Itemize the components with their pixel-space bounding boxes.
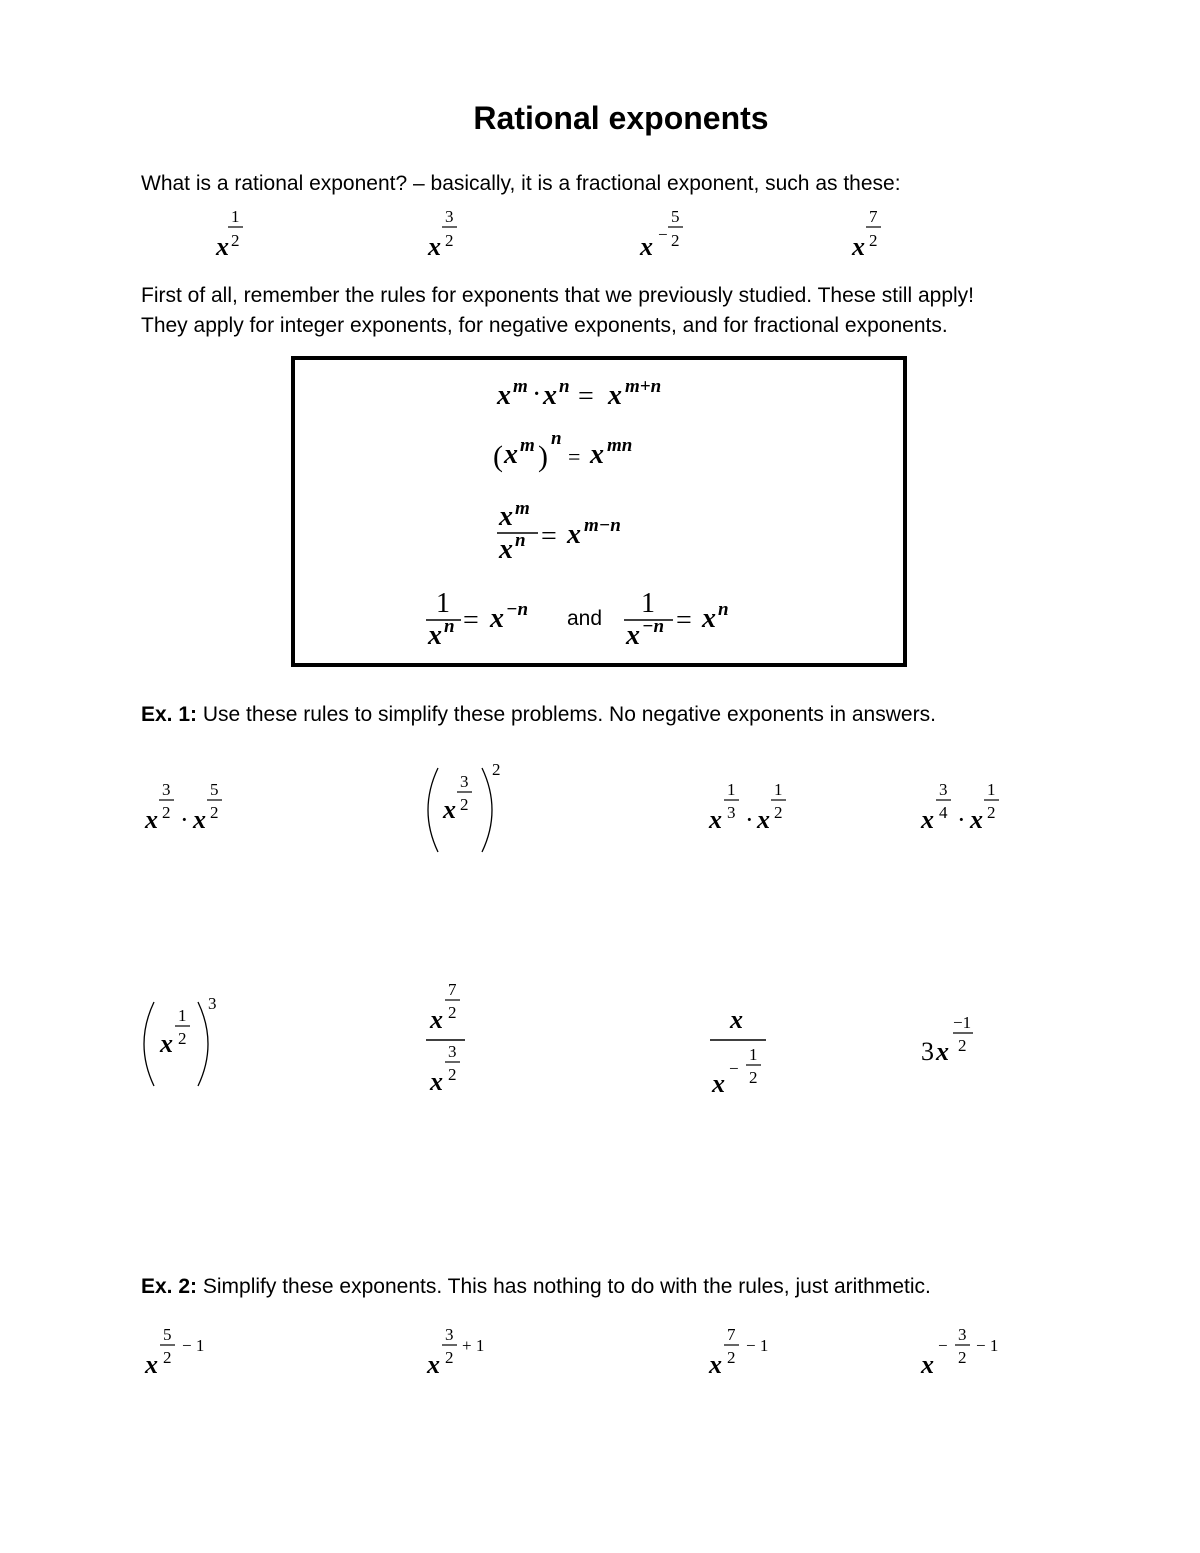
svg-text:): ) bbox=[538, 440, 548, 473]
svg-text:− 1: − 1 bbox=[746, 1336, 769, 1355]
svg-text:3: 3 bbox=[727, 803, 736, 822]
example-expression-1 bbox=[215, 207, 243, 261]
svg-text:x: x bbox=[428, 232, 441, 261]
svg-text:=: = bbox=[676, 605, 692, 636]
left-parenthesis bbox=[144, 1002, 154, 1086]
svg-text:(: ( bbox=[493, 440, 503, 473]
svg-text:=: = bbox=[568, 444, 581, 469]
svg-text:x: x bbox=[757, 805, 770, 834]
svg-text:1: 1 bbox=[727, 780, 736, 799]
ex1-problem-6 bbox=[426, 980, 465, 1096]
svg-text:7: 7 bbox=[448, 980, 457, 999]
svg-text:3: 3 bbox=[958, 1325, 967, 1344]
svg-text:3: 3 bbox=[208, 994, 217, 1013]
svg-text:=: = bbox=[463, 605, 479, 636]
left-parenthesis bbox=[428, 768, 438, 852]
ex2-label: Ex. 2: bbox=[141, 1275, 198, 1298]
svg-text:−n: −n bbox=[506, 599, 529, 620]
svg-text:x: x bbox=[921, 805, 934, 834]
svg-text:n: n bbox=[551, 428, 562, 449]
svg-text:5: 5 bbox=[671, 207, 680, 226]
svg-text:2: 2 bbox=[987, 803, 996, 822]
example-expression-4 bbox=[851, 207, 881, 261]
rules-intro-line-2: They apply for integer exponents, for negative exponents, and for fractional exponents. bbox=[141, 314, 948, 337]
svg-text:x: x bbox=[428, 620, 442, 651]
example-expression-3 bbox=[639, 207, 683, 261]
svg-text:x: x bbox=[497, 380, 511, 411]
ex1-problem-1 bbox=[144, 780, 222, 834]
svg-text:n: n bbox=[559, 376, 570, 397]
svg-text:7: 7 bbox=[727, 1325, 736, 1344]
svg-text:x: x bbox=[430, 1067, 443, 1096]
svg-text:3: 3 bbox=[921, 1037, 934, 1066]
svg-text:− 1: − 1 bbox=[976, 1336, 999, 1355]
svg-text:=: = bbox=[578, 381, 594, 412]
svg-text:2: 2 bbox=[671, 231, 680, 250]
example-expression-2 bbox=[427, 207, 457, 261]
svg-text:−: − bbox=[658, 225, 668, 244]
svg-text:2: 2 bbox=[869, 231, 878, 250]
rules-intro-line-1: First of all, remember the rules for exponents that we previously studied. These still apply! bbox=[141, 284, 974, 307]
svg-text:·: · bbox=[745, 805, 754, 834]
rule-and-text: and bbox=[567, 607, 603, 630]
svg-text:7: 7 bbox=[869, 207, 878, 226]
svg-text:1: 1 bbox=[749, 1045, 758, 1064]
svg-text:x: x bbox=[712, 1069, 725, 1098]
svg-text:x: x bbox=[145, 1350, 158, 1379]
svg-text:x: x bbox=[567, 519, 581, 550]
svg-text:2: 2 bbox=[445, 1348, 454, 1367]
ex2-problem-4 bbox=[920, 1325, 998, 1379]
ex1-problem-5 bbox=[144, 994, 217, 1086]
right-parenthesis bbox=[482, 768, 492, 852]
right-parenthesis bbox=[198, 1002, 208, 1086]
svg-text:5: 5 bbox=[210, 780, 219, 799]
svg-text:x: x bbox=[970, 805, 983, 834]
svg-text:−: − bbox=[729, 1059, 739, 1078]
svg-text:x: x bbox=[543, 380, 557, 411]
svg-text:x: x bbox=[430, 1005, 443, 1034]
svg-text:·: · bbox=[180, 805, 189, 834]
svg-text:·: · bbox=[532, 379, 542, 410]
svg-text:3: 3 bbox=[460, 772, 469, 791]
svg-text:x: x bbox=[709, 805, 722, 834]
svg-text:2: 2 bbox=[448, 1003, 457, 1022]
svg-text:x: x bbox=[852, 232, 865, 261]
svg-text:x: x bbox=[921, 1350, 934, 1379]
svg-text:1: 1 bbox=[178, 1006, 187, 1025]
svg-text:3: 3 bbox=[448, 1042, 457, 1061]
svg-text:− 1: − 1 bbox=[182, 1336, 205, 1355]
svg-text:x: x bbox=[590, 439, 604, 470]
svg-text:x: x bbox=[160, 1029, 173, 1058]
svg-text:m−n: m−n bbox=[584, 515, 621, 536]
svg-text:n: n bbox=[444, 616, 455, 637]
svg-text:x: x bbox=[504, 439, 518, 470]
svg-text:x: x bbox=[499, 534, 513, 565]
svg-text:2: 2 bbox=[162, 803, 171, 822]
svg-text:2: 2 bbox=[727, 1348, 736, 1367]
svg-text:x: x bbox=[730, 1005, 743, 1034]
ex2-instructions bbox=[141, 1275, 931, 1299]
svg-text:x: x bbox=[709, 1350, 722, 1379]
svg-text:x: x bbox=[193, 805, 206, 834]
svg-text:n: n bbox=[515, 530, 526, 551]
svg-text:2: 2 bbox=[958, 1036, 967, 1055]
svg-text:1: 1 bbox=[987, 780, 996, 799]
svg-text:m: m bbox=[515, 498, 530, 519]
svg-text:2: 2 bbox=[231, 231, 240, 250]
svg-text:−: − bbox=[938, 1336, 948, 1355]
svg-text:x: x bbox=[216, 232, 229, 261]
svg-text:−n: −n bbox=[642, 616, 665, 637]
ex1-label: Ex. 1: bbox=[141, 703, 198, 726]
page-title: Rational exponents bbox=[473, 100, 769, 136]
ex1-problem-7 bbox=[710, 1005, 766, 1098]
svg-text:2: 2 bbox=[492, 760, 501, 779]
intro-text: What is a rational exponent? – basically, it is a fractional exponent, such as these: bbox=[141, 172, 901, 195]
svg-text:m: m bbox=[520, 435, 535, 456]
svg-text:2: 2 bbox=[958, 1348, 967, 1367]
svg-text:·: · bbox=[957, 805, 966, 834]
svg-text:2: 2 bbox=[210, 803, 219, 822]
svg-text:5: 5 bbox=[163, 1325, 172, 1344]
exponent-rules-box bbox=[291, 356, 907, 667]
svg-text:1: 1 bbox=[641, 588, 655, 619]
svg-text:x: x bbox=[427, 1350, 440, 1379]
svg-text:2: 2 bbox=[448, 1065, 457, 1084]
svg-text:m+n: m+n bbox=[625, 376, 662, 397]
svg-text:2: 2 bbox=[178, 1029, 187, 1048]
svg-text:2: 2 bbox=[749, 1068, 758, 1087]
ex1-problem-3 bbox=[708, 780, 786, 834]
ex1-problem-8 bbox=[921, 1013, 973, 1066]
ex2-problem-1 bbox=[144, 1325, 204, 1379]
svg-text:x: x bbox=[443, 795, 456, 824]
svg-text:x: x bbox=[490, 603, 504, 634]
ex1-problem-4 bbox=[920, 780, 999, 834]
svg-text:+ 1: + 1 bbox=[462, 1336, 485, 1355]
svg-text:x: x bbox=[640, 232, 653, 261]
svg-text:2: 2 bbox=[774, 803, 783, 822]
svg-text:1: 1 bbox=[436, 588, 450, 619]
svg-text:m: m bbox=[513, 376, 528, 397]
svg-text:x: x bbox=[626, 620, 640, 651]
svg-text:3: 3 bbox=[445, 207, 454, 226]
svg-text:=: = bbox=[541, 521, 557, 552]
svg-text:3: 3 bbox=[162, 780, 171, 799]
ex2-problem-2 bbox=[426, 1325, 484, 1379]
svg-text:4: 4 bbox=[939, 803, 948, 822]
svg-text:mn: mn bbox=[607, 435, 633, 456]
svg-text:x: x bbox=[499, 501, 513, 532]
svg-text:−1: −1 bbox=[953, 1013, 972, 1032]
svg-text:x: x bbox=[145, 805, 158, 834]
svg-text:2: 2 bbox=[445, 231, 454, 250]
ex1-problem-2 bbox=[428, 760, 501, 852]
svg-text:x: x bbox=[936, 1037, 949, 1066]
svg-text:n: n bbox=[718, 599, 729, 620]
svg-text:x: x bbox=[608, 380, 622, 411]
svg-text:1: 1 bbox=[774, 780, 783, 799]
svg-text:3: 3 bbox=[939, 780, 948, 799]
svg-text:2: 2 bbox=[163, 1348, 172, 1367]
svg-text:1: 1 bbox=[231, 207, 240, 226]
svg-text:3: 3 bbox=[445, 1325, 454, 1344]
ex2-text: Simplify these exponents. This has nothing to do with the rules, just arithmetic. bbox=[197, 1275, 931, 1298]
svg-text:x: x bbox=[702, 603, 716, 634]
ex1-instructions bbox=[141, 703, 936, 727]
svg-text:2: 2 bbox=[460, 795, 469, 814]
ex1-text: Use these rules to simplify these problems. No negative exponents in answers. bbox=[197, 703, 936, 726]
ex2-problem-3 bbox=[708, 1325, 768, 1379]
